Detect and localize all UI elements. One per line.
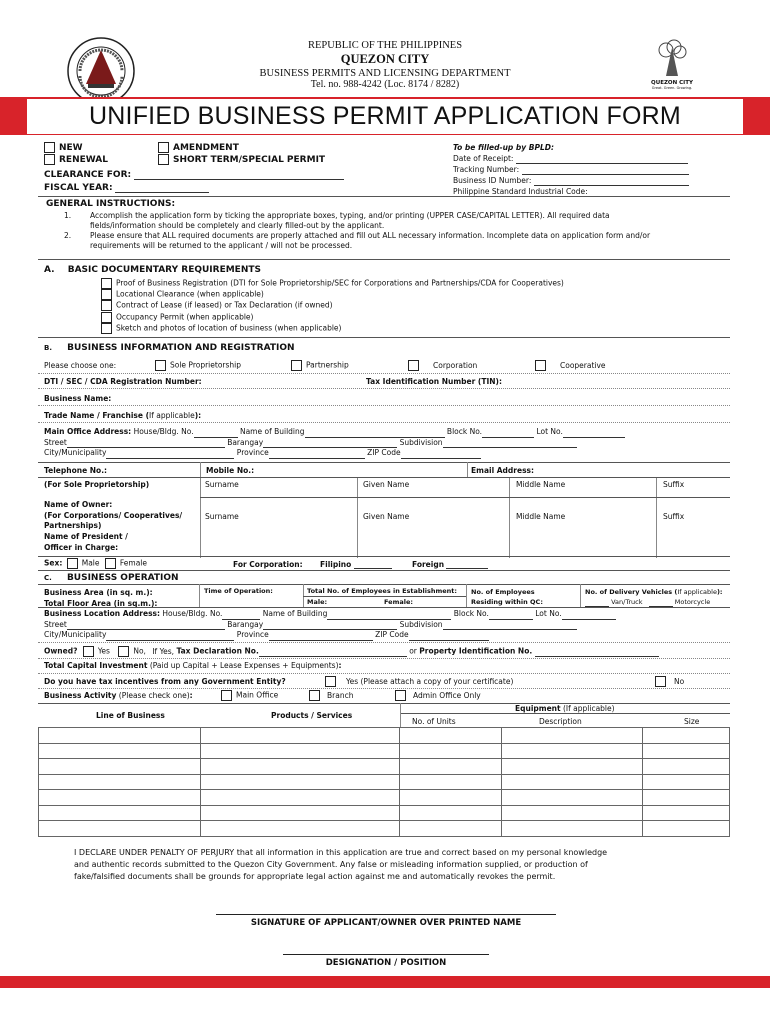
business-area-label: Business Area (in sq. m.): [44, 588, 153, 597]
corporation-checkbox[interactable] [408, 360, 419, 371]
owner-label-c: Partnerships) [44, 521, 102, 531]
declaration-line-3: fake/falsified documents shall be grounds for appropriate legal action against me and automatically revokes the permit. [74, 872, 556, 881]
email-label: Email Address: [471, 466, 535, 475]
owned-yes-checkbox[interactable] [83, 646, 94, 657]
partnership-checkbox[interactable] [291, 360, 302, 371]
loc-lot-label: Lot No. [535, 609, 562, 618]
activity-end: : [189, 691, 193, 700]
instruction-2-num: 2. [64, 231, 72, 240]
declaration-line-1: I DECLARE UNDER PENALTY OF PERJURY that all information in this application are true and correct based on my personal knowledge [74, 848, 608, 857]
owned-label: Owned? [44, 646, 78, 656]
line-of-business-header: Line of Business [96, 711, 165, 720]
delivery-label: No. of Delivery Vehicles ( [585, 588, 678, 596]
telephone-text: Tel. no. 988-4242 (Loc. 8174 / 8282) [310, 79, 460, 90]
requirement-2: Locational Clearance (when applicable) [116, 289, 264, 299]
amendment-label: AMENDMENT [173, 143, 239, 153]
logo-title: QUEZON CITY [651, 80, 693, 86]
incentives-yes-checkbox[interactable] [325, 676, 336, 687]
employees-male: Male: [307, 598, 328, 606]
tracking-field[interactable] [522, 166, 689, 175]
loc-barangay-field[interactable] [263, 621, 397, 630]
main-office-option: Main Office [236, 690, 279, 700]
dti-label: DTI / SEC / CDA Registration Number: [44, 377, 202, 386]
zip-label: ZIP Code [367, 448, 401, 458]
requirement-1: Proof of Business Registration (DTI for Sole Proprietorship/SEC for Corporations and Partnerships/CDA for Cooperatives) [116, 278, 564, 288]
time-operation-label: Time of Operation: [204, 587, 273, 595]
renewal-checkbox[interactable] [44, 154, 55, 165]
employees-female: Female: [384, 598, 413, 606]
employees-label: Total No. of Employees in Establishment: [307, 587, 458, 595]
residing-label-b: Residing within QC: [471, 598, 543, 606]
block-field[interactable] [482, 429, 534, 438]
tin-label: Tax Identification Number (TIN): [366, 377, 502, 386]
loc-subdivision-label: Subdivision [399, 619, 443, 629]
short-term-label: SHORT TERM/SPECIAL PERMIT [173, 155, 326, 165]
lot-field[interactable] [563, 429, 625, 438]
corporation-label: Corporation [433, 360, 478, 370]
requirement-checkbox-3[interactable] [101, 300, 112, 311]
main-office-checkbox[interactable] [221, 690, 232, 701]
business-name-label: Business Name: [44, 394, 112, 403]
section-a-title: BASIC DOCUMENTARY REQUIREMENTS [67, 265, 261, 275]
requirement-checkbox-2[interactable] [101, 289, 112, 300]
section-a-letter: A. [44, 265, 55, 275]
sole-checkbox[interactable] [155, 360, 166, 371]
table-row[interactable] [39, 759, 730, 775]
quezon-city-logo [648, 38, 696, 94]
date-receipt-label: Date of Receipt: [453, 154, 514, 163]
instructions-title: GENERAL INSTRUCTIONS: [46, 199, 176, 209]
owned-yes-label: Yes [97, 646, 110, 656]
corp-suffix: Suffix [663, 512, 685, 521]
loc-city-label: City/Municipality [44, 630, 107, 640]
pin-field[interactable] [535, 648, 659, 657]
owner-label-b: (For Corporations/ Cooperatives/ [44, 510, 183, 520]
instruction-2b: requirements will be returned to the applicant / will not be processed. [90, 241, 353, 250]
renewal-label: RENEWAL [59, 155, 108, 165]
if-yes-label: If Yes, [152, 646, 175, 656]
barangay-label: Barangay [227, 437, 264, 447]
new-checkbox[interactable] [44, 142, 55, 153]
van-label: Van/Truck [611, 598, 643, 606]
logo-tagline: Great. Green. Growing. [651, 86, 693, 90]
equipment-note: (If applicable) [563, 704, 615, 713]
instruction-1b: fields/information should be completely and clearly filled-out by the applicant. [90, 221, 385, 230]
city-label: City/Municipality [44, 448, 107, 458]
products-header: Products / Services [271, 711, 353, 720]
city-name: QUEZON CITY [340, 52, 430, 66]
loc-province-label: Province [236, 630, 269, 640]
loc-zip-field[interactable] [409, 632, 489, 641]
designation-label: DESIGNATION / POSITION [325, 958, 447, 968]
sole-surname: Surname [205, 480, 239, 489]
instruction-2a: Please ensure that ALL required documents are properly attached and fill out ALL necessary information. Incomplete data on application form and/or [90, 231, 651, 240]
province-label: Province [236, 448, 269, 458]
or-label: or [409, 646, 417, 656]
loc-house-label: House/Bldg. No. [162, 609, 223, 618]
section-c-title: BUSINESS OPERATION [66, 573, 179, 583]
subdivision-field[interactable] [443, 439, 577, 448]
female-label: Female [119, 558, 147, 568]
table-row[interactable] [39, 728, 730, 744]
sole-label: Sole Proprietorship [170, 360, 241, 370]
floor-area-label: Total Floor Area (in sq.m.): [44, 599, 158, 608]
tracking-label: Tracking Number: [453, 165, 520, 174]
filipino-field[interactable] [354, 560, 392, 569]
bpld-title: To be filled-up by BPLD: [453, 143, 554, 152]
designation-line[interactable] [283, 954, 489, 955]
footer-banner [0, 976, 770, 988]
section-c-letter: C. [44, 574, 52, 582]
main-office-label: Main Office Address: [44, 427, 132, 436]
tax-dec-field[interactable] [259, 648, 407, 657]
requirement-checkbox-5[interactable] [101, 323, 112, 334]
loc-building-field[interactable] [327, 611, 451, 620]
owner-label-a: Name of Owner: [44, 500, 113, 509]
table-row[interactable] [39, 790, 730, 806]
table-row[interactable] [39, 743, 730, 759]
owner-label-e: Officer in Charge: [44, 542, 119, 552]
instruction-1-num: 1. [64, 211, 72, 220]
sole-suffix: Suffix [663, 480, 685, 489]
van-field[interactable] [585, 600, 609, 607]
fiscal-year-label: FISCAL YEAR: [44, 183, 113, 193]
trade-name-label: Trade Name / Franchise ( [44, 411, 150, 420]
equipment-header: Equipment [515, 704, 561, 713]
new-label: NEW [59, 143, 83, 153]
location-label: Business Location Address: [44, 609, 161, 618]
pin-label: Property Identification No. [419, 646, 533, 656]
loc-street-label: Street [44, 619, 67, 629]
loc-block-label: Block No. [453, 609, 489, 618]
date-receipt-field[interactable] [516, 155, 688, 164]
loc-house-field[interactable] [222, 611, 260, 620]
quezon-city-seal [66, 36, 136, 106]
trade-name-end: ): [194, 411, 202, 420]
republic-text: REPUBLIC OF THE PHILIPPINES [307, 40, 463, 51]
owned-no-label: No, [133, 646, 146, 656]
form-title: UNIFIED BUSINESS PERMIT APPLICATION FORM [89, 102, 681, 130]
female-checkbox[interactable] [105, 558, 116, 569]
residing-label-a: No. of Employees [471, 588, 535, 596]
amendment-checkbox[interactable] [158, 142, 169, 153]
loc-street-field[interactable] [67, 621, 225, 630]
short-term-checkbox[interactable] [158, 154, 169, 165]
filipino-label: Filipino [320, 560, 352, 569]
building-label: Name of Building [239, 427, 305, 436]
city-field[interactable] [106, 450, 234, 459]
business-id-field[interactable] [534, 177, 689, 186]
table-row[interactable] [39, 774, 730, 790]
clearance-for-label: CLEARANCE FOR: [44, 170, 132, 180]
business-lines-table [38, 727, 730, 837]
subdivision-label: Subdivision [399, 437, 443, 447]
section-b-letter: B. [44, 344, 52, 352]
incentives-label: Do you have tax incentives from any Government Entity? [44, 677, 286, 686]
psic-label: Philippine Standard Industrial Code: [453, 187, 588, 196]
house-label: House/Bldg. No. [133, 427, 194, 436]
activity-label: Business Activity [44, 691, 117, 700]
male-label: Male [81, 558, 100, 568]
instruction-1a: Accomplish the application form by ticking the appropriate boxes, typing, and/or printing (UPPER CASE/CAPITAL LETTER). All required data [90, 211, 610, 220]
table-row[interactable] [39, 821, 730, 837]
block-label: Block No. [446, 427, 483, 436]
sole-given: Given Name [363, 480, 410, 489]
signature-label: SIGNATURE OF APPLICANT/OWNER OVER PRINTED NAME [250, 918, 522, 928]
motor-label: Motorcycle [674, 598, 711, 606]
requirement-3: Contract of Lease (if leased) or Tax Declaration (if owned) [116, 300, 333, 310]
cooperative-label: Cooperative [560, 360, 606, 370]
capital-end: : [338, 661, 342, 670]
sex-label: Sex: [44, 558, 63, 568]
activity-note: (Please check one) [118, 691, 190, 700]
section-b-title: BUSINESS INFORMATION AND REGISTRATION [67, 343, 295, 353]
department-name: BUSINESS PERMITS AND LICENSING DEPARTMENT [259, 68, 511, 79]
loc-province-field[interactable] [269, 632, 373, 641]
admin-office-checkbox[interactable] [395, 690, 406, 701]
loc-barangay-label: Barangay [227, 619, 264, 629]
admin-office-option: Admin Office Only [413, 690, 481, 700]
cooperative-checkbox[interactable] [535, 360, 546, 371]
delivery-note: If applicable [677, 588, 717, 596]
province-field[interactable] [269, 450, 365, 459]
loc-lot-field[interactable] [562, 611, 616, 620]
description-header: Description [539, 717, 582, 726]
telephone-label: Telephone No.: [44, 466, 108, 475]
loc-building-label: Name of Building [262, 609, 328, 618]
for-corporation-label: For Corporation: [233, 560, 303, 569]
loc-zip-label: ZIP Code [375, 630, 409, 640]
loc-block-field[interactable] [489, 611, 533, 620]
incentives-yes-label: Yes (Please attach a copy of your certificate) [346, 676, 514, 686]
partnership-label: Partnership [306, 360, 349, 370]
incentives-no-label: No [674, 676, 685, 686]
loc-subdivision-field[interactable] [443, 621, 577, 630]
motor-field[interactable] [649, 600, 673, 607]
capital-label: Total Capital Investment [44, 661, 148, 670]
table-row[interactable] [39, 805, 730, 821]
building-field[interactable] [305, 429, 445, 438]
branch-checkbox[interactable] [309, 690, 320, 701]
requirement-5: Sketch and photos of location of business (when applicable) [116, 323, 342, 333]
for-sole-label: (For Sole Proprietorship) [44, 480, 150, 489]
street-label: Street [44, 437, 67, 447]
choose-one-label: Please choose one: [44, 361, 117, 370]
foreign-label: Foreign [412, 560, 445, 569]
fiscal-year-field[interactable] [115, 184, 209, 193]
male-checkbox[interactable] [67, 558, 78, 569]
requirement-checkbox-1[interactable] [101, 278, 112, 289]
size-header: Size [684, 717, 700, 726]
barangay-field[interactable] [263, 439, 397, 448]
owner-label-d: Name of President / [44, 532, 128, 542]
trade-name-note: If applicable [149, 411, 195, 420]
owned-no-checkbox[interactable] [118, 646, 129, 657]
zip-field[interactable] [401, 450, 481, 459]
loc-city-field[interactable] [106, 632, 234, 641]
street-field[interactable] [67, 439, 225, 448]
mobile-label: Mobile No.: [206, 466, 255, 475]
corp-given: Given Name [363, 512, 410, 521]
house-field[interactable] [194, 429, 238, 438]
signature-line[interactable] [216, 914, 556, 915]
foreign-field[interactable] [446, 560, 488, 569]
declaration-line-2: and authentic records submitted to the Quezon City Government. Any false or misleading information supplied, or production of [74, 860, 588, 869]
clearance-for-field[interactable] [134, 171, 344, 180]
units-header: No. of Units [412, 717, 456, 726]
delivery-end: ): [716, 588, 723, 596]
lot-label: Lot No. [536, 427, 563, 436]
business-id-label: Business ID Number: [453, 176, 532, 185]
corp-middle: Middle Name [516, 512, 566, 521]
requirement-checkbox-4[interactable] [101, 312, 112, 323]
requirement-4: Occupancy Permit (when applicable) [116, 312, 254, 322]
sole-middle: Middle Name [516, 480, 566, 489]
capital-note: (Paid up Capital + Lease Expenses + Equipments) [149, 661, 339, 670]
tax-dec-label: Tax Declaration No. [176, 646, 259, 656]
incentives-no-checkbox[interactable] [655, 676, 666, 687]
branch-option: Branch [327, 690, 354, 700]
corp-surname: Surname [205, 512, 239, 521]
